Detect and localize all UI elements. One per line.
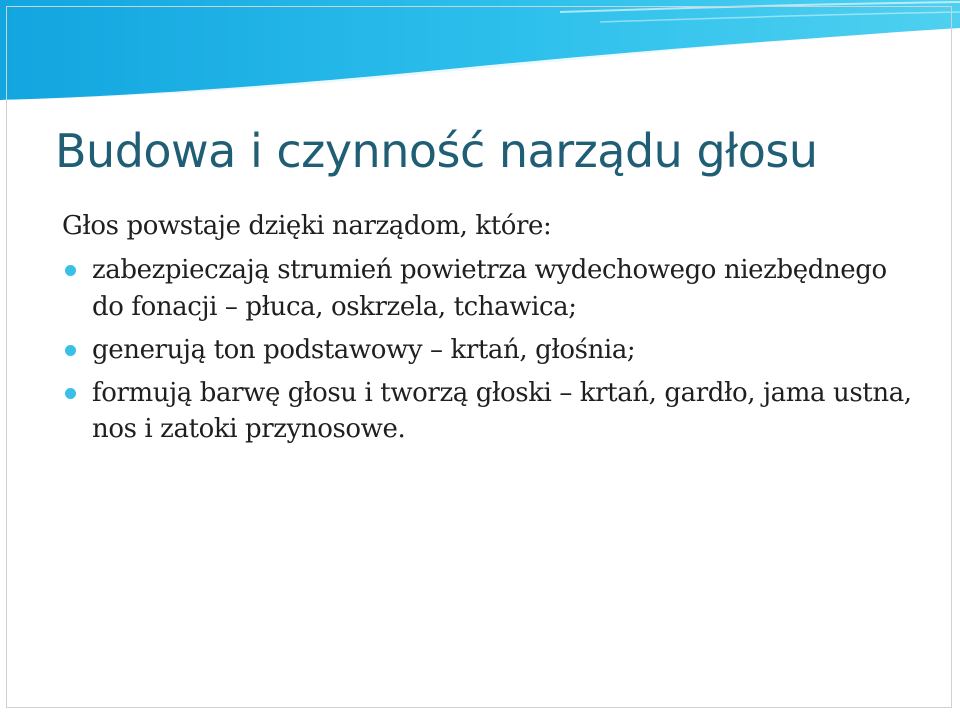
- bullet-text: generują ton podstawowy – krtań, głośnia;: [92, 334, 636, 365]
- bullet-item: [62, 252, 922, 326]
- bullet-dot-icon: [65, 388, 76, 399]
- bullet-text: zabezpieczają strumień powietrza wydechowego niezbędnego do fonacji – płuca, oskrzela, tchawica;: [92, 254, 887, 322]
- bullet-dot-icon: [65, 345, 76, 356]
- bullet-text: formują barwę głosu i tworzą głoski – krtań, gardło, jama ustna, nos i zatoki przynosowe.: [92, 377, 912, 445]
- bullet-item: [62, 332, 922, 369]
- intro-text: Głos powstaje dzięki narządom, które:: [62, 211, 552, 241]
- slide-title: Budowa i czynność narządu głosu: [55, 124, 818, 178]
- slide-body: [62, 210, 922, 454]
- bullet-dot-icon: [65, 265, 76, 276]
- bullet-list: [62, 252, 922, 449]
- bullet-item: [62, 375, 922, 449]
